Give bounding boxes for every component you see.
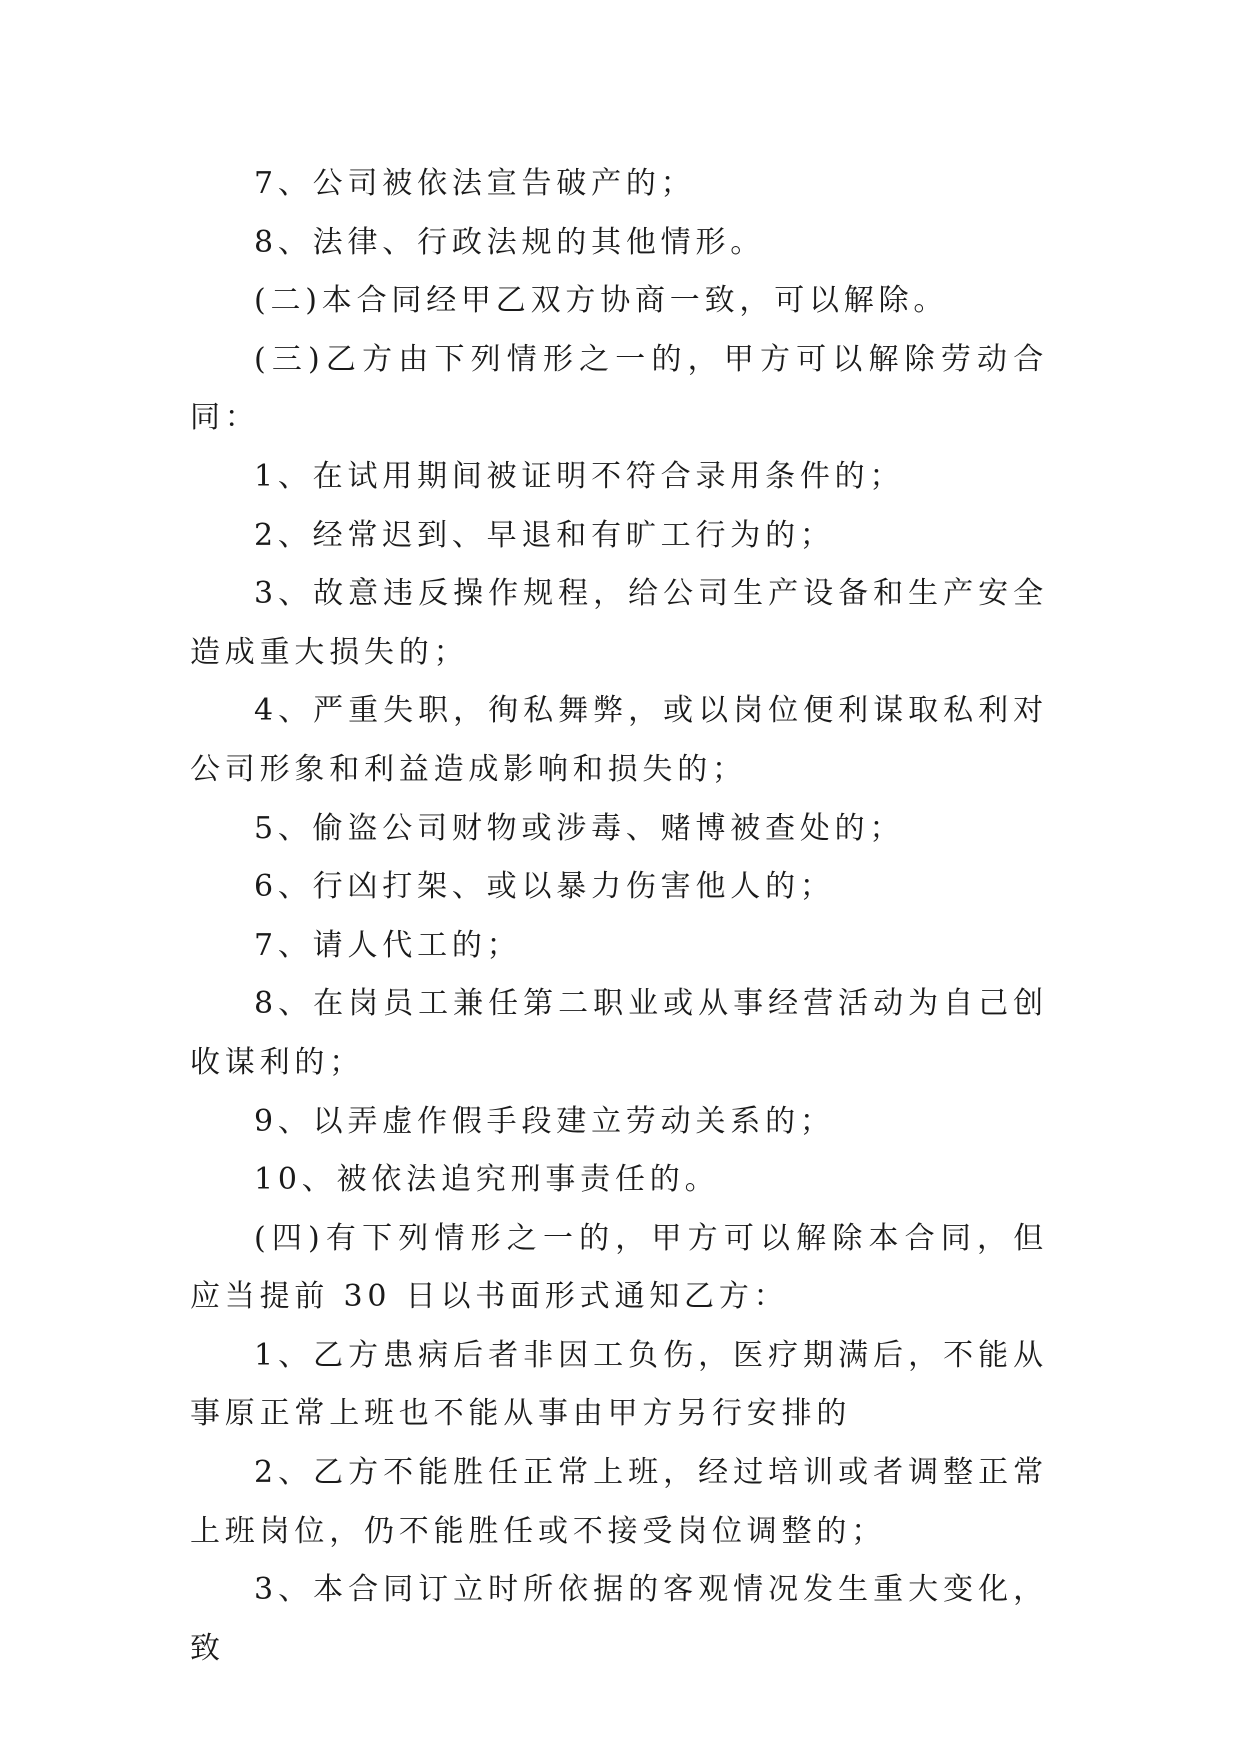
paragraph: 1、在试用期间被证明不符合录用条件的； [254,458,905,494]
paragraph: 5、偷盗公司财物或涉毒、赌博被查处的； [254,810,905,846]
paragraph: 10、被依法追究刑事责任的。 [254,1162,720,1198]
paragraph: 8、在岗员工兼任第二职业或从事经营活动为自己创收谋利的； [190,986,1048,1080]
paragraph: 3、本合同订立时所依据的客观情况发生重大变化，致 [190,1572,1048,1666]
paragraph: 1、乙方患病后者非因工负伤，医疗期满后，不能从事原正常上班也不能从事由甲方另行安排的 [190,1337,1048,1432]
paragraph: 7、请人代工的； [254,927,522,963]
paragraph: 2、经常迟到、早退和有旷工行为的； [254,517,835,553]
paragraph: (四)有下列情形之一的，甲方可以解除本合同，但应当提前 30 日以书面形式通知乙方： [190,1220,1048,1315]
paragraph: 3、故意违反操作规程，给公司生产设备和生产安全造成重大损失的； [190,576,1048,670]
paragraph: (二)本合同经甲乙双方协商一致，可以解除。 [254,283,949,319]
paragraph: (三)乙方由下列情形之一的，甲方可以解除劳动合同： [190,341,1048,436]
paragraph: 4、严重失职，徇私舞弊，或以岗位便利谋取私利对公司形象和利益造成影响和损失的； [190,693,1048,787]
paragraph: 9、以弄虚作假手段建立劳动关系的； [254,1103,835,1139]
paragraph: 8、法律、行政法规的其他情形。 [254,224,766,260]
paragraph: 6、行凶打架、或以暴力伤害他人的； [254,869,835,905]
paragraph: 2、乙方不能胜任正常上班，经过培训或者调整正常上班岗位，仍不能胜任或不接受岗位调整的； [190,1455,1048,1549]
paragraph: 7、公司被依法宣告破产的； [254,166,696,201]
document-body [190,155,1048,1678]
